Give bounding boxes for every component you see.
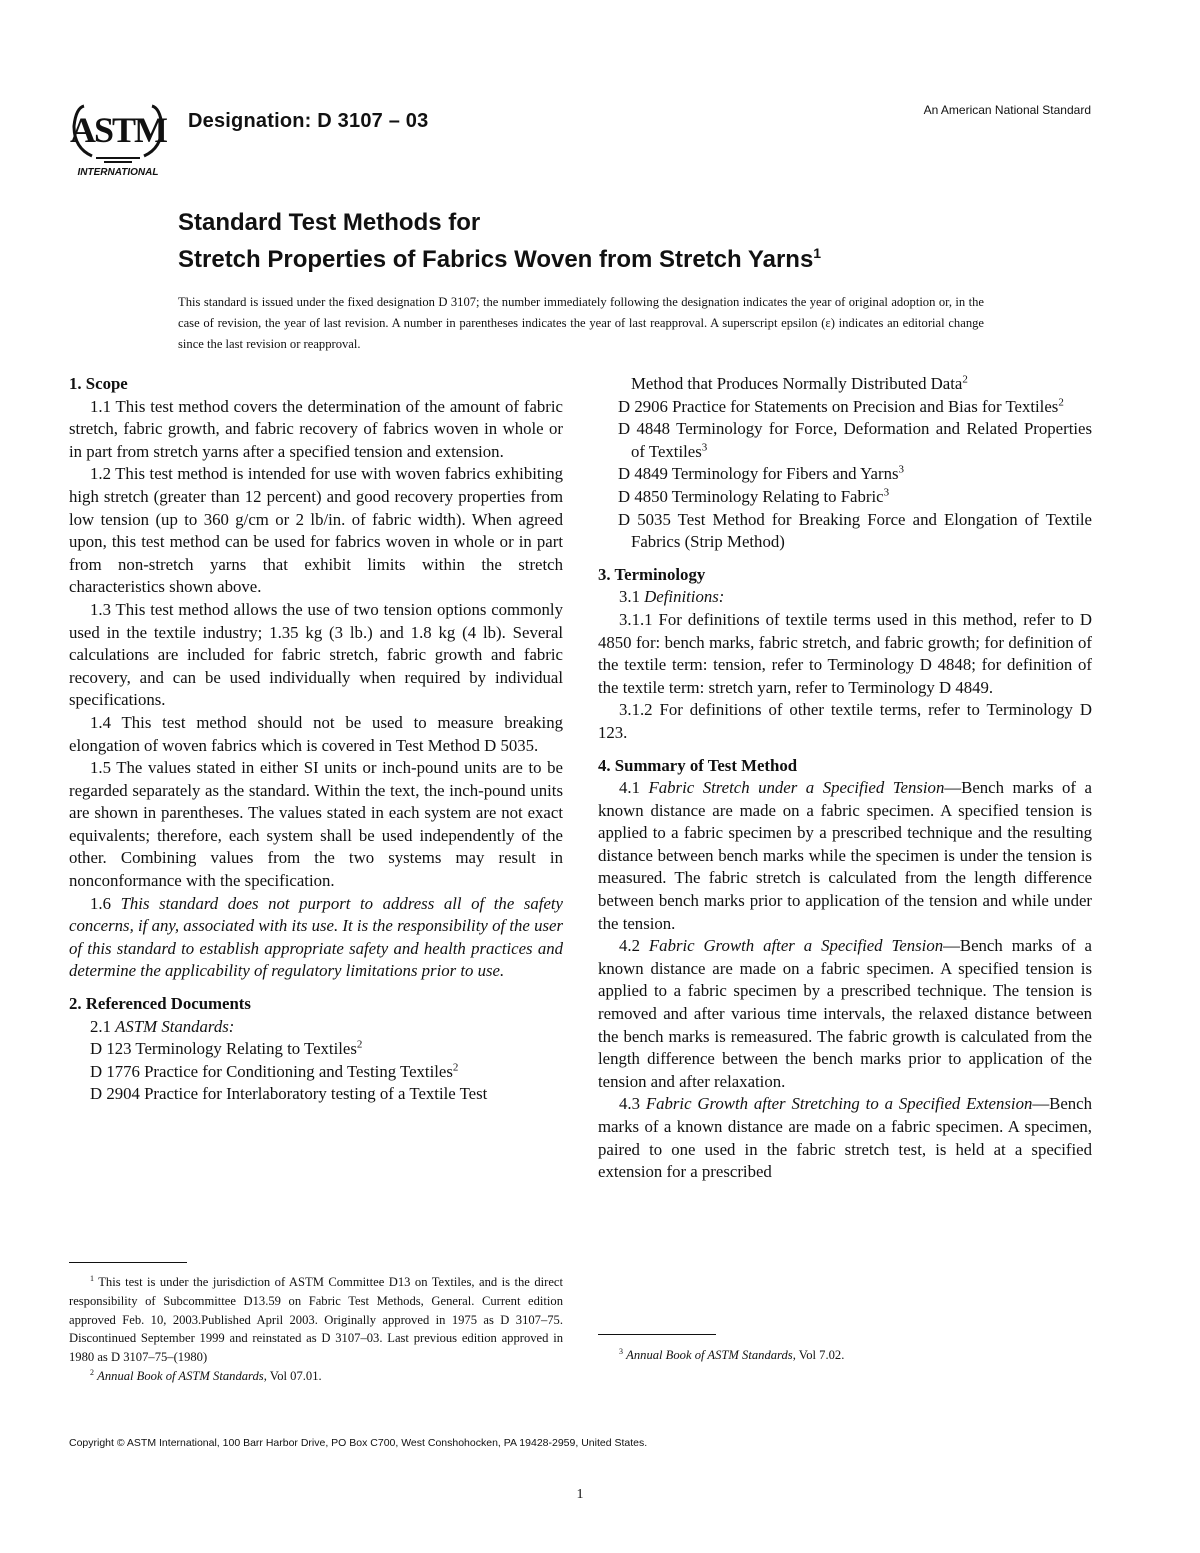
footnotes-right bbox=[598, 1346, 1092, 1365]
para-4-2-title: Fabric Growth after a Specified Tension bbox=[648, 936, 944, 956]
ref-d4848 bbox=[598, 418, 1092, 463]
ref-d2904-continued-text: Method that Produces Normally Distributed Data bbox=[631, 374, 963, 393]
section-2-heading: 2. Referenced Documents bbox=[69, 994, 251, 1014]
ref-d1776-sup: 2 bbox=[452, 1061, 459, 1074]
section-1-heading: 1. Scope bbox=[69, 374, 128, 393]
footnote-rule-left bbox=[69, 1262, 187, 1263]
para-3-1-text: Definitions: bbox=[644, 587, 725, 607]
ref-d123-text: D 123 Terminology Relating to Textiles bbox=[90, 1039, 357, 1059]
ref-d4849 bbox=[598, 463, 1092, 486]
footnote-3-title: Annual Book of ASTM Standards bbox=[626, 1348, 793, 1362]
para-4-3 bbox=[598, 1093, 1092, 1183]
para-4-3-text: —Bench marks of a known distance are made on a fabric specimen. A specimen, paired to one used in the fabric stretch test, is held at a specified extension for a prescribed bbox=[598, 1094, 1093, 1182]
ref-d2904-sup: 2 bbox=[962, 373, 968, 386]
footnote-3-mark: 3 bbox=[619, 1346, 623, 1356]
footnote-3 bbox=[598, 1346, 1092, 1365]
footnote-2-title: Annual Book of ASTM Standards bbox=[97, 1368, 264, 1383]
copyright-notice: Copyright © ASTM International, 100 Barr Harbor Drive, PO Box C700, West Conshohocken, PA 19428-2959, United States. bbox=[69, 1437, 648, 1449]
ref-d2904-continued bbox=[598, 373, 1092, 396]
para-4-3-title: Fabric Growth after Stretching to a Specified Extension bbox=[645, 1094, 1033, 1114]
para-3-1-number: 3.1 bbox=[619, 587, 645, 607]
para-1-6 bbox=[69, 893, 563, 983]
para-1-2: 1.2 This test method is intended for use with woven fabrics exhibiting high stretch (greater than 12 percent) and good recovery properties from low tension (up to 360 g/cm or 2 lb/in. of fabric width). When agreed upon, this test method can be used for fabrics woven in whole or in part from non-stretch yarns that exhibit limits within the stretch characteristics shown above. bbox=[69, 464, 563, 597]
para-1-6-number: 1.6 bbox=[90, 893, 121, 913]
ref-d123 bbox=[69, 1038, 563, 1061]
ref-d2904: D 2904 Practice for Interlaboratory testing of a Textile Test bbox=[90, 1084, 488, 1104]
title-footnote-mark: 1 bbox=[813, 245, 822, 261]
para-4-2 bbox=[598, 935, 1092, 1093]
para-3-1 bbox=[598, 586, 1092, 609]
document-title bbox=[178, 208, 821, 275]
page-number: 1 bbox=[576, 1487, 584, 1502]
footnote-3-rest: , Vol 7.02. bbox=[792, 1348, 845, 1362]
para-2-1-number: 2.1 bbox=[90, 1016, 116, 1036]
title-line-2-text: Stretch Properties of Fabrics Woven from Stretch Yarns bbox=[178, 246, 814, 273]
para-2-1 bbox=[69, 1016, 563, 1039]
ref-d1776-text: D 1776 Practice for Conditioning and Testing Textiles bbox=[90, 1061, 453, 1081]
ref-d4850 bbox=[598, 486, 1092, 509]
footnote-1 bbox=[69, 1273, 563, 1367]
para-4-2-number: 4.2 bbox=[619, 936, 649, 956]
ref-d123-sup: 2 bbox=[356, 1038, 363, 1051]
ref-d2906-text: D 2906 Practice for Statements on Precision and Bias for Textiles bbox=[618, 396, 1059, 416]
ref-d4849-sup: 3 bbox=[898, 463, 905, 476]
para-4-2-text: —Bench marks of a known distance are made on a fabric specimen. A specified tension is applied to a fabric specimen by a prescribed technique. The tension is removed and after various time intervals, the relaxed distance between the bench marks is remeasured. The fabric growth is calculated from the length difference between the bench marks prior to application of the tension and after relaxation. bbox=[598, 936, 1092, 1091]
ref-d4849-text: D 4849 Terminology for Fibers and Yarns bbox=[618, 464, 899, 484]
para-3-1-2: 3.1.2 For definitions of other textile terms, refer to Terminology D 123. bbox=[598, 700, 1092, 742]
para-1-1: 1.1 This test method covers the determination of the amount of fabric stretch, fabric growth, and fabric recovery of fabrics woven in whole or in part from stretch yarns after a specified tension and extension. bbox=[69, 396, 563, 461]
para-3-1-1: 3.1.1 For definitions of textile terms used in this method, refer to D 4850 for: bench marks, fabric stretch, and fabric growth; for definition of the textile term: tension, refer to Terminology D 4848; for definition of the textile term: stretch yarn, refer to Terminology D 4849. bbox=[598, 609, 1092, 697]
para-1-5: 1.5 The values stated in either SI units or inch-pound units are to be regarded separately as the standard. Within the text, the inch-pound units are shown in parentheses. The values stated in each system are not exact equivalents; therefore, each system shall be used independently of the other. Combining values from the two systems may result in nonconformance with the specification. bbox=[69, 758, 563, 891]
para-1-3: 1.3 This test method allows the use of two tension options commonly used in the textile industry; 1.35 kg (3 lb.) and 1.8 kg (4 lb). Several calculations are included for fabric stretch, fabric growth and fabric recovery, and can be used individually when required by individual specifications. bbox=[69, 599, 563, 710]
ref-d1776 bbox=[69, 1061, 563, 1084]
ref-d4848-text: D 4848 Terminology for Force, Deformation and Related Properties of Textiles bbox=[618, 419, 1092, 461]
footnote-1-text: This test is under the jurisdiction of ASTM Committee D13 on Textiles, and is the direct responsibility of Subcommittee D13.59 on Fabric Test Methods, General. Current edition approved Feb. 10, 2003.Published April 2003. Originally approved in 1975 as D 3107–75. Discontinued September 1999 and reinstated as D 3107–03. Last previous edition approved in 1980 as D 3107–75–(1980) bbox=[69, 1275, 563, 1365]
ref-d4850-text: D 4850 Terminology Relating to Fabric bbox=[618, 486, 884, 506]
footnote-2-rest: , Vol 07.01. bbox=[263, 1368, 322, 1383]
ref-d4850-sup: 3 bbox=[883, 486, 890, 499]
ref-d4848-sup: 3 bbox=[701, 441, 708, 454]
standard-type: An American National Standard bbox=[923, 103, 1091, 117]
footnote-2 bbox=[69, 1367, 563, 1386]
left-column bbox=[69, 373, 563, 1106]
para-4-1-title: Fabric Stretch under a Specified Tension bbox=[648, 778, 945, 798]
ref-d5035: D 5035 Test Method for Breaking Force and Elongation of Textile Fabrics (Strip Method) bbox=[618, 509, 1092, 552]
para-4-1 bbox=[598, 777, 1092, 935]
footnotes-left bbox=[69, 1273, 563, 1386]
designation: Designation: D 3107 – 03 bbox=[188, 110, 429, 132]
astm-logo bbox=[66, 98, 170, 178]
title-line-2 bbox=[178, 238, 821, 275]
para-1-6-text: This standard does not purport to address all of the safety concerns, if any, associated with its use. It is the responsibility of the user of this standard to establish appropriate safety and health practices and determine the applicability of regulatory limitations prior to use. bbox=[69, 893, 564, 981]
title-line-1: Standard Test Methods for bbox=[178, 209, 481, 236]
footnote-1-mark: 1 bbox=[90, 1273, 94, 1283]
footnote-2-mark: 2 bbox=[90, 1367, 94, 1377]
section-4-heading: 4. Summary of Test Method bbox=[598, 755, 798, 775]
para-1-4: 1.4 This test method should not be used to measure breaking elongation of woven fabrics which is covered in Test Method D 5035. bbox=[69, 712, 563, 755]
svg-text:ASTM: ASTM bbox=[69, 110, 167, 150]
section-3-heading: 3. Terminology bbox=[598, 564, 706, 584]
svg-text:INTERNATIONAL: INTERNATIONAL bbox=[77, 167, 159, 178]
right-column bbox=[598, 373, 1092, 1184]
issuance-notice: This standard is issued under the fixed designation D 3107; the number immediately following the designation indicates the year of original adoption or, in the case of revision, the year of last revision. A number in parentheses indicates the year of last reapproval. A superscript epsilon (ε) indicates an editorial change since the last revision or reapproval. bbox=[178, 295, 984, 351]
para-4-1-text: —Bench marks of a known distance are made on a fabric specimen. A specified tension is applied to a fabric specimen by a prescribed technique and the resulting distance between bench marks while the specimen is under the tension is measured. The fabric stretch is calculated from the length difference between bench marks prior to application of the tension and while under the tension. bbox=[598, 778, 1092, 933]
para-4-1-number: 4.1 bbox=[619, 778, 649, 798]
ref-d2906-sup: 2 bbox=[1058, 396, 1064, 408]
footnote-rule-right bbox=[598, 1334, 716, 1335]
ref-d2906 bbox=[598, 396, 1092, 419]
para-4-3-number: 4.3 bbox=[619, 1094, 646, 1114]
para-2-1-text: ASTM Standards: bbox=[115, 1016, 235, 1036]
